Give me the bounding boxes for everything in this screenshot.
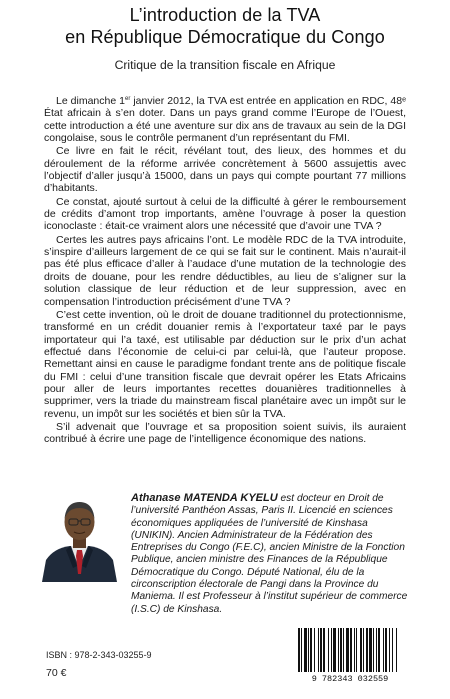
author-portrait-icon bbox=[40, 494, 119, 582]
barcode-icon bbox=[288, 624, 412, 684]
barcode-bar bbox=[310, 628, 312, 672]
barcode-bar bbox=[333, 628, 336, 672]
isbn: ISBN : 978-2-343-03255-9 bbox=[46, 650, 152, 660]
author-name: Athanase MATENDA KYELU bbox=[131, 492, 278, 504]
barcode-bar bbox=[318, 628, 319, 672]
blurb-paragraph-1: Le dimanche 1er janvier 2012, la TVA est entrée en application en RDC, 48ᵉ État africain à s’en doter. Dans un pays grand comme l’Europe de l’Ouest, cette introduction a été une aventure sur dix ans de travaux au sein de la DGI congolaise, sous le contrôle permanent d’un représentant du FMI. bbox=[44, 95, 406, 145]
barcode-bar bbox=[338, 628, 339, 672]
barcode-bar bbox=[343, 628, 344, 672]
barcode-bar bbox=[331, 628, 332, 672]
barcode-bar bbox=[323, 628, 325, 672]
title-line-2: en République Démocratique du Congo bbox=[65, 27, 385, 47]
barcode-bar bbox=[385, 628, 387, 672]
barcode-bar bbox=[346, 628, 349, 672]
barcode-digits: 9 782343 032559 bbox=[311, 674, 389, 684]
author-photo bbox=[40, 494, 119, 582]
barcode-bar bbox=[396, 628, 397, 672]
blurb-text bbox=[44, 95, 406, 447]
blurb-paragraph-4: Certes les autres pays africains l’ont. Le modèle RDC de la TVA introduite, s’inspire d’ailleurs largement de ce qui se fait sur le continent. Mais n’aurait-il pas été plus efficace d’aller à l’audace d’une mutation de la technologie des droits de douane, pour les rendre déductibles, au lieu de s’aligner sur la solution classique de leur réduction et de leur suppression, avec en compensation l’introduction précisément d’une TVA ? bbox=[44, 233, 406, 308]
barcode-bar bbox=[354, 628, 355, 672]
barcode-bar bbox=[376, 628, 377, 672]
book-subtitle: Critique de la transition fiscale en Afrique bbox=[114, 58, 336, 72]
barcode-bar bbox=[389, 628, 390, 672]
barcode-bar bbox=[366, 628, 368, 672]
barcode-bar bbox=[301, 628, 302, 672]
barcode-bar bbox=[383, 628, 384, 672]
price: 70 € bbox=[46, 667, 67, 679]
barcode-bar bbox=[298, 628, 300, 672]
author-bio bbox=[131, 492, 413, 616]
blurb-paragraph-6: S’il advenait que l’ouvrage et sa proposition soient suivis, ils auraient contribué à écrire une page de l’intelligence économique des nations. bbox=[44, 420, 406, 446]
barcode-bar bbox=[373, 628, 374, 672]
book-title bbox=[0, 4, 450, 48]
barcode-bar bbox=[350, 628, 352, 672]
barcode-bar bbox=[304, 628, 307, 672]
barcode-bar bbox=[320, 628, 322, 672]
barcode-bar bbox=[392, 628, 393, 672]
barcode-bar bbox=[314, 628, 315, 672]
barcode-bar bbox=[328, 628, 329, 672]
barcode-bar bbox=[363, 628, 364, 672]
barcode-bar bbox=[340, 628, 342, 672]
barcode bbox=[288, 624, 412, 684]
blurb-paragraph-5: C’est cette invention, où le droit de douane traditionnel du protectionnisme, transformé en un crédit douanier remis à l’exportateur taxé par le pays importateur qui l’a taxé, est utilisable par déduction sur le prix d’un achat effectué dans l’économie de celui-ci par celui-là, que l’auteur propose. Remettant ainsi en cause le paradigme fondant trente ans de politique fiscale du FMI : celui d’une transition fiscale que devrait opérer les Etats Africains pour aller de leurs importantes recettes douanières traditionnelles à supprimer, vers la triade du mainstream fiscal planétaire avec un impôt sur le revenu, un impôt sur les sociétés et bien sûr la TVA. bbox=[44, 308, 406, 420]
author-bio-text: est docteur en Droit de l’université Panthéon Assas, Paris II. Licencié en sciences économiques appliquées de l’université de Kinshasa (UNIKIN). Ancien Administrateur de la Fédération des Entreprises du Congo (F.E.C), ancien Ministre de la Fonction Publique, ancien ministre des Finances de la République Démocratique du Congo. Député National, élu de la circonscription électorale de Pangi dans la Province du Maniema. Il est Professeur à l’institut supérieur de commerce (I.S.C) de Kinshasa. bbox=[131, 493, 408, 615]
barcode-bar bbox=[378, 628, 380, 672]
blurb-paragraph-2: Ce livre en fait le récit, révélant tout, des lieux, des hommes et du déroulement de la réforme arrivée concrètement à 5600 assujettis avec l’objectif d’aller jusqu’à 15000, dans un pays qui compte pourtant 77 millions d’habitants. bbox=[44, 145, 406, 195]
barcode-bar bbox=[369, 628, 372, 672]
barcode-bar bbox=[308, 628, 309, 672]
barcode-bar bbox=[356, 628, 357, 672]
barcode-bar bbox=[360, 628, 362, 672]
blurb-paragraph-3: Ce constat, ajouté surtout à celui de la difficulté à gérer le remboursement de crédits d’amont trop importants, amène l’ouvrage à poser la question iconoclaste : était-ce vraiment alors une nécessité que d’avoir une TVA ? bbox=[44, 195, 406, 233]
title-line-1: L’introduction de la TVA bbox=[129, 5, 321, 25]
